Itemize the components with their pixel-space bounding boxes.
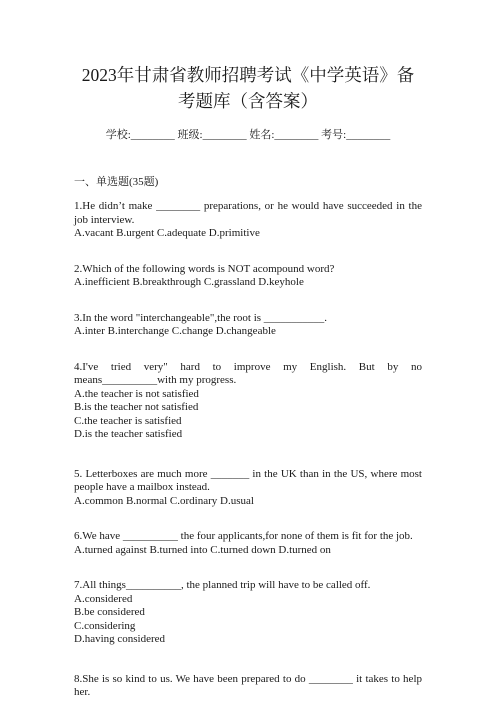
question-stem: 5. Letterboxes are much more _______ in the UK than in the US, where most people have a mailbox instead. [74,467,422,493]
question-stem: 4.I've tried very" hard to improve my English. But by no means__________with my progress. [74,360,422,386]
document-title [74,62,422,114]
question-options: A.vacant B.urgent C.adequate D.primitive [74,227,260,239]
question-option: A.considered [74,592,133,605]
question-option: C.the teacher is satisfied [74,414,182,427]
section-heading: 一、单选题(35题) [74,176,159,188]
question-options: A.inefficient B.breakthrough C.grassland D.keyhole [74,276,304,288]
question-6 [74,530,422,557]
question-option: D.having considered [74,633,166,645]
question-5 [74,468,422,509]
question-options: A.inter B.interchange C.change D.changeable [74,325,276,337]
question-4 [74,361,422,442]
question-stem: 2.Which of the following words is NOT acompound word? [74,262,335,275]
question-stem: 8.She is so kind to us. We have been prepared to do ________ it takes to help her. [74,672,422,698]
question-2 [74,263,422,290]
question-1 [74,200,422,241]
title-line-2: 考题库（含答案） [178,91,318,111]
question-option: B.be considered [74,606,145,618]
question-8 [74,673,422,700]
question-stem: 7.All things__________, the planned trip will have to be called off. [74,579,371,591]
student-info-line: 学校:________ 班级:________ 姓名:________ 考号:________ [105,129,391,141]
question-options: A.turned against B.turned into C.turned down D.turned on [74,543,331,556]
question-stem: 1.He didn’t make ________ preparations, or he would have succeeded in the job interview. [74,200,422,226]
question-option: C.considering [74,619,136,632]
question-stem: 6.We have __________ the four applicants,for none of them is fit for the job. [74,530,413,542]
question-3 [74,312,422,339]
question-option: D.is the teacher satisfied [74,428,183,440]
title-line-1: 2023年甘肃省教师招聘考试《中学英语》备 [81,65,415,85]
question-stem: 3.In the word "interchangeable",the root is ___________. [74,311,328,324]
question-option: B.is the teacher not satisfied [74,401,199,413]
question-option: A.the teacher is not satisfied [74,387,199,400]
question-options: A.common B.normal C.ordinary D.usual [74,494,254,507]
question-7 [74,579,422,647]
